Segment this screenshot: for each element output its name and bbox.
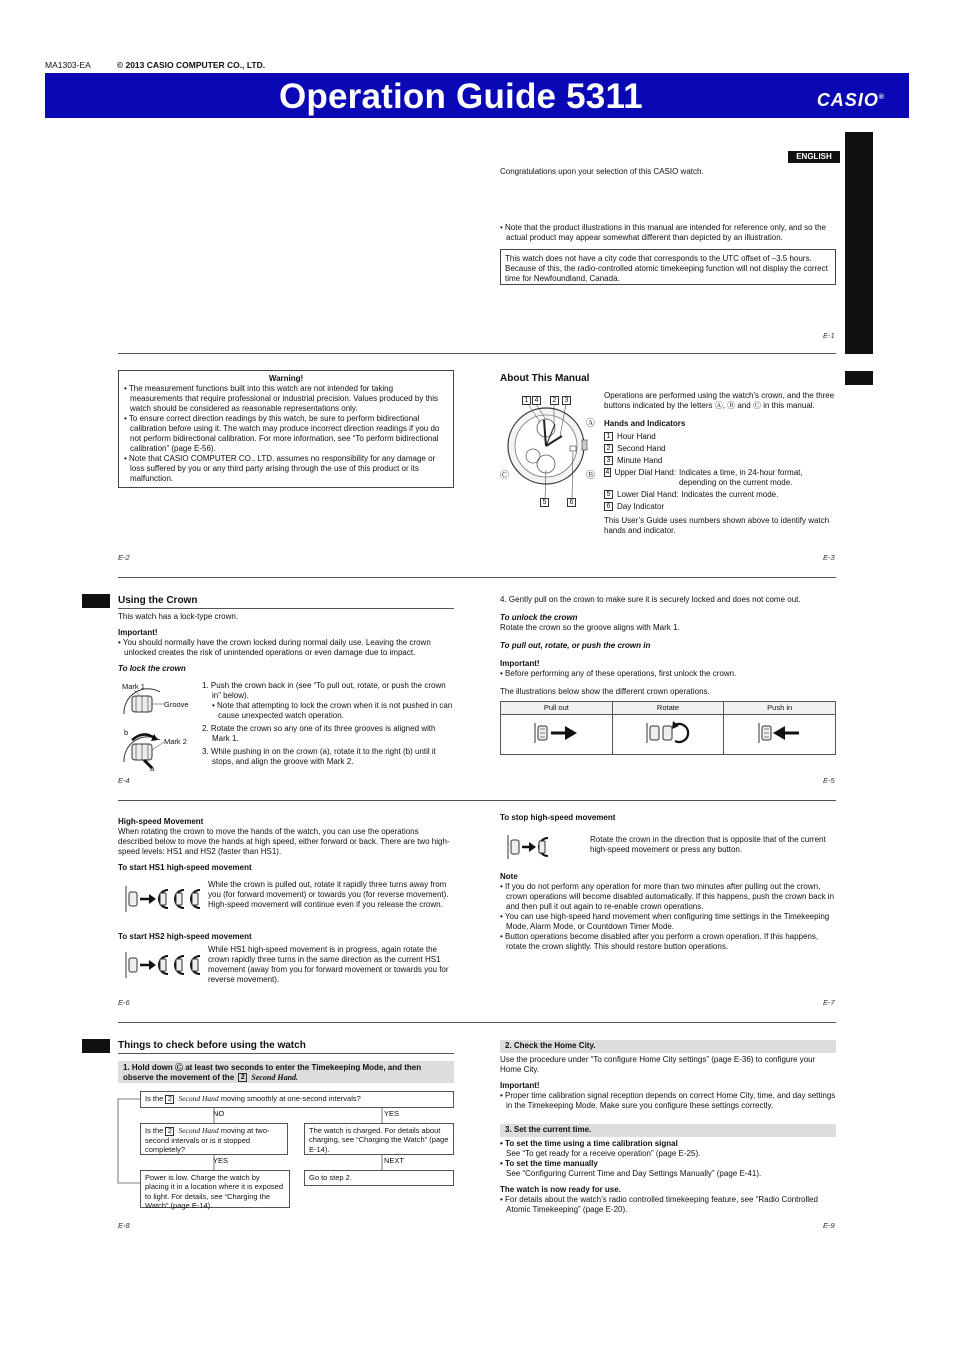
section-tab-marker bbox=[82, 594, 110, 608]
button-a-label: Ⓐ bbox=[586, 418, 596, 428]
warning-list bbox=[124, 384, 448, 484]
a-label: a bbox=[150, 764, 155, 773]
notes-list bbox=[500, 882, 836, 952]
important-label: Important! bbox=[500, 659, 540, 668]
question-1-box bbox=[140, 1091, 454, 1108]
crown-push-in-icon bbox=[755, 721, 805, 745]
copyright: © 2013 CASIO COMPUTER CO., LTD. bbox=[116, 60, 266, 70]
ready-text: • For details about the watch’s radio controlled timekeeping feature, see “Radio Controlled Atomic Timekeeping” (page E-20). bbox=[500, 1195, 836, 1215]
unlock-title: To unlock the crown bbox=[500, 613, 578, 622]
hand-item bbox=[604, 468, 836, 488]
newfoundland-note-box: This watch does not have a city code that corresponds to the UTC offset of –3.5 hours. Because of this, the radio-controlled atomic timekeeping function will not display the correct time for Newfoundland, Canada. bbox=[500, 249, 836, 285]
about-text bbox=[604, 391, 836, 536]
important-label: Important! bbox=[500, 1081, 540, 1090]
important-text: • Proper time calibration signal reception depends on correct Home City, time, and day settings in the Timekeeping Mode. Make sure you configure these settings correctly. bbox=[500, 1091, 836, 1111]
section-title-crown: Using the Crown bbox=[118, 595, 198, 606]
page-number: E-1 bbox=[823, 331, 835, 340]
page-number: E-6 bbox=[118, 998, 130, 1007]
q2-hand: Second Hand bbox=[178, 1126, 219, 1135]
page-divider bbox=[118, 1022, 836, 1023]
page-number: E-9 bbox=[823, 1221, 835, 1230]
lock-title: To lock the crown bbox=[118, 664, 186, 673]
hand-label: Hour Hand bbox=[617, 432, 656, 441]
page-e4 bbox=[118, 612, 454, 674]
mark-1-label: Mark 1 bbox=[122, 682, 145, 691]
note-item: • Button operations become disabled after you perform a crown operation. If this happens, rotate the crown slightly. This should restore button operations. bbox=[500, 932, 836, 952]
high-speed-intro: When rotating the crown to move the hands of the watch, you can use the operations described below to move the hands at high speed, either forward or back. There are two high-speed levels: HS1 and HS2 (faster than HS1). bbox=[118, 827, 450, 856]
manual-time-title: • To set the time manually bbox=[500, 1159, 836, 1169]
page-e9 bbox=[500, 1055, 836, 1111]
hand-description: Indicates a time, in 24-hour format, depending on the current mode. bbox=[678, 468, 803, 487]
hs2-text: While HS1 high-speed movement is in progress, again rotate the crown rapidly three turns in the same direction as the current HS1 movement (away from you for forward movement or towards you for reverse movement). bbox=[208, 945, 449, 984]
op-rotate-cell bbox=[612, 715, 724, 755]
hand-label: Upper Dial Hand: bbox=[614, 468, 676, 477]
about-intro: Operations are performed using the watch’s crown, and the three buttons indicated by the letters Ⓐ, Ⓑ and Ⓒ in this manual. bbox=[604, 391, 835, 410]
lock-steps bbox=[202, 681, 454, 767]
question-2-box bbox=[140, 1123, 288, 1155]
hand-item bbox=[604, 456, 836, 466]
section-title-check: Things to check before using the watch bbox=[118, 1040, 306, 1051]
crown-intro: This watch has a lock-type crown. bbox=[118, 612, 239, 621]
charged-box: The watch is charged. For details about charging, see “Charging the Watch” (page E-14). bbox=[304, 1123, 454, 1155]
about-outro: This User’s Guide uses numbers shown above to identify watch hands and indicator. bbox=[604, 516, 830, 535]
hand-label: Lower Dial Hand: bbox=[617, 490, 679, 499]
notes-block bbox=[500, 872, 836, 952]
hand-item bbox=[604, 490, 836, 500]
important-label: Important! bbox=[118, 628, 158, 637]
warning-box bbox=[118, 370, 454, 488]
hand-number: 5 bbox=[604, 490, 613, 499]
hs2-crown-rotation-icon bbox=[122, 950, 222, 980]
check-step-1 bbox=[118, 1061, 454, 1083]
page-number: E-3 bbox=[823, 553, 835, 562]
document-code-line bbox=[45, 60, 265, 71]
hand-label: Second Hand bbox=[617, 444, 666, 453]
stop-text: Rotate the crown in the direction that is opposite that of the current high-speed movement or press any button. bbox=[590, 835, 826, 854]
manual-time-text: See “Configuring Current Time and Day Settings Manually” (page E-41). bbox=[506, 1169, 762, 1178]
second-hand-number-box: 2 bbox=[238, 1073, 247, 1082]
high-speed-title: High-speed Movement bbox=[118, 817, 204, 826]
op-pull-out-header: Pull out bbox=[501, 702, 613, 715]
button-c-label: Ⓒ bbox=[500, 470, 510, 480]
callout-6: 6 bbox=[567, 498, 576, 507]
note-label: Note bbox=[500, 872, 518, 881]
op-push-in-header: Push in bbox=[724, 702, 836, 715]
page-number: E-5 bbox=[823, 776, 835, 785]
hand-item bbox=[604, 432, 836, 442]
illustration-note: • Note that the product illustrations in this manual are intended for reference only, and so the actual product may appear somewhat different than depicted by an illustration. bbox=[500, 223, 836, 243]
b-label: b bbox=[124, 728, 129, 737]
warning-item: • Note that CASIO COMPUTER CO., LTD. assumes no responsibility for any damage or loss suffered by you or any third party arising through the use of this product or its malfunction. bbox=[124, 454, 448, 484]
page-number: E-4 bbox=[118, 776, 130, 785]
page-divider bbox=[118, 800, 836, 801]
low-power-box: Power is low. Charge the watch by placing it in a location where it is exposed to light. For details, see “Charging the Watch” (page E-14). bbox=[140, 1170, 290, 1208]
callout-2: 2 bbox=[550, 396, 559, 405]
hand-label: Day Indicator bbox=[617, 502, 665, 511]
check-step-1-text: 1. Hold down Ⓒ at least two seconds to enter the Timekeeping Mode, and then observe the movement of the bbox=[123, 1063, 422, 1082]
op-push-in-cell bbox=[724, 715, 836, 755]
page-e5 bbox=[500, 595, 836, 697]
step-2-text: Use the procedure under “To configure Home City settings” (page E-36) to configure your Home City. bbox=[500, 1055, 816, 1074]
section-tab-marker bbox=[82, 1039, 110, 1053]
crown-rotate-icon bbox=[643, 721, 693, 745]
hs2-diagram bbox=[122, 950, 222, 983]
intro-text: Congratulations upon your selection of this CASIO watch. bbox=[500, 167, 704, 176]
unlock-text: Rotate the crown so the groove aligns with Mark 1. bbox=[500, 623, 680, 632]
time-signal-text: See “To get ready for a receive operation” (page E-25). bbox=[506, 1149, 701, 1158]
hs1-diagram bbox=[122, 884, 222, 917]
pull-title: To pull out, rotate, or push the crown in bbox=[500, 641, 651, 650]
language-label: ENGLISH bbox=[788, 151, 840, 163]
q2-suffix: moving at two-second intervals or is it stopped completely? bbox=[145, 1126, 270, 1154]
hand-description: Indicates the current mode. bbox=[681, 490, 779, 499]
hand-number: 6 bbox=[604, 502, 613, 511]
casio-logo bbox=[817, 89, 885, 112]
check-step-3: 3. Set the current time. bbox=[500, 1124, 836, 1137]
warning-item: • The measurement functions built into this watch are not intended for taking measurements that require professional or industrial precision. Values produced by this watch should be considered as reasonable representations only. bbox=[124, 384, 448, 414]
page-number: E-8 bbox=[118, 1221, 130, 1230]
lock-step-1-note: • Note that attempting to lock the crown when it is not pushed in can cause unexpected watch operation. bbox=[202, 701, 454, 721]
stop-title: To stop high-speed movement bbox=[500, 813, 616, 822]
language-sidebar-marker bbox=[845, 371, 873, 385]
hs1-text: While the crown is pulled out, rotate it rapidly three turns away from you (for forward movement) or towards you (for reverse movement). High-speed movement will continue even if you release the crown. bbox=[208, 880, 449, 909]
language-sidebar-tab bbox=[845, 132, 873, 354]
mark-2-label: Mark 2 bbox=[164, 737, 187, 746]
note-item: • You can use high-speed hand movement when configuring time settings in the Timekeeping Mode, Alarm Mode, or Countdown Timer Mode. bbox=[500, 912, 836, 932]
callout-5: 5 bbox=[540, 498, 549, 507]
crown-pull-out-icon bbox=[531, 721, 581, 745]
section-title-about: About This Manual bbox=[500, 373, 590, 384]
second-hand-label: Second Hand. bbox=[251, 1073, 299, 1082]
casio-logo-text: CASIO bbox=[816, 90, 879, 110]
important-text: • You should normally have the crown locked during normal daily use. Leaving the crown unlocked creates the risk of unintended operations or even damage due to impact. bbox=[118, 638, 454, 658]
check-step-2: 2. Check the Home City. bbox=[500, 1040, 836, 1053]
no-label: NO bbox=[213, 1109, 225, 1118]
warning-item: • To ensure correct direction readings by this watch, be sure to perform bidirectional calibration before using it. The watch may produce incorrect direction readings if you do not perform bidirectional calibration. For more information, see “To perform bidirectional calibration” (page E-56). bbox=[124, 414, 448, 454]
hand-number: 1 bbox=[604, 432, 613, 441]
document-code: MA1303-EA bbox=[45, 60, 91, 70]
lock-step-1: 1. Push the crown back in (see “To pull out, rotate, or push the crown in” below). bbox=[202, 681, 446, 700]
page-number: E-2 bbox=[118, 553, 130, 562]
note-item: • If you do not perform any operation for more than two minutes after pulling out the crown, crown operations will become disabled automatically. If this happens, push the crown back in and then pull it out again to re-enable crown operations. bbox=[500, 882, 836, 912]
section-underline bbox=[118, 1053, 454, 1054]
page-e1 bbox=[500, 167, 836, 285]
callout-4: 4 bbox=[532, 396, 541, 405]
section-underline bbox=[118, 608, 454, 609]
ready-title: The watch is now ready for use. bbox=[500, 1185, 621, 1194]
hands-list bbox=[604, 432, 836, 512]
op-pull-out-cell bbox=[501, 715, 613, 755]
hs1-crown-rotation-icon bbox=[122, 884, 222, 914]
watch-face-diagram bbox=[500, 390, 600, 510]
groove-label: Groove bbox=[164, 700, 189, 709]
stop-crown-rotation-icon bbox=[504, 833, 554, 861]
page-e6 bbox=[118, 817, 454, 873]
page-divider bbox=[118, 353, 836, 354]
next-label: NEXT bbox=[384, 1156, 405, 1165]
lock-step-4: 4. Gently pull on the crown to make sure it is securely locked and does not come out. bbox=[500, 595, 801, 604]
hand-number: 4 bbox=[605, 469, 610, 476]
hand-item bbox=[604, 444, 836, 454]
second-hand-number-box: 2 bbox=[165, 1095, 174, 1104]
callout-1: 1 bbox=[522, 396, 531, 405]
q1-suffix: moving smoothly at one-second intervals? bbox=[220, 1094, 361, 1103]
goto-step-2-box: Go to step 2. bbox=[304, 1170, 454, 1186]
q2-prefix: Is the bbox=[145, 1126, 164, 1135]
hand-item bbox=[604, 502, 836, 512]
hand-label: Minute Hand bbox=[617, 456, 663, 465]
hs1-title: To start HS1 high-speed movement bbox=[118, 863, 252, 872]
second-hand-number-box: 2 bbox=[165, 1127, 174, 1136]
page-number: E-7 bbox=[823, 998, 835, 1007]
hand-number: 3 bbox=[604, 456, 613, 465]
callout-3: 3 bbox=[562, 396, 571, 405]
crown-operations-table bbox=[500, 701, 836, 755]
illustrations-intro: The illustrations below show the different crown operations. bbox=[500, 687, 710, 696]
yes-label: YES bbox=[384, 1109, 400, 1118]
title-banner bbox=[45, 73, 909, 118]
registered-mark: ® bbox=[878, 94, 885, 101]
flowchart bbox=[112, 1088, 456, 1218]
yes-label-2: YES bbox=[213, 1156, 229, 1165]
page-divider bbox=[118, 577, 836, 578]
warning-title: Warning! bbox=[268, 374, 304, 383]
watch-face-icon bbox=[500, 390, 600, 510]
button-b-label: Ⓑ bbox=[586, 470, 596, 480]
time-signal-title: • To set the time using a time calibration signal bbox=[500, 1139, 836, 1149]
step-3-details bbox=[500, 1139, 836, 1215]
hs2-title: To start HS2 high-speed movement bbox=[118, 932, 252, 941]
op-rotate-header: Rotate bbox=[612, 702, 724, 715]
stop-diagram bbox=[504, 833, 554, 864]
crown-lock-diagram bbox=[118, 680, 198, 775]
crown-lock-icon bbox=[118, 680, 198, 775]
hands-title: Hands and Indicators bbox=[604, 419, 686, 428]
page-title: Operation Guide 5311 bbox=[279, 77, 643, 116]
hand-number: 2 bbox=[604, 444, 613, 453]
q1-hand: Second Hand bbox=[178, 1094, 219, 1103]
q1-prefix: Is the bbox=[145, 1094, 164, 1103]
lock-step-3: 3. While pushing in on the crown (a), rotate it to the right (b) until it stops, and align the groove with Mark 2. bbox=[202, 747, 436, 766]
important-text: • Before performing any of these operations, first unlock the crown. bbox=[500, 669, 836, 679]
lock-step-2: 2. Rotate the crown so any one of its three grooves is aligned with Mark 1. bbox=[202, 724, 436, 743]
